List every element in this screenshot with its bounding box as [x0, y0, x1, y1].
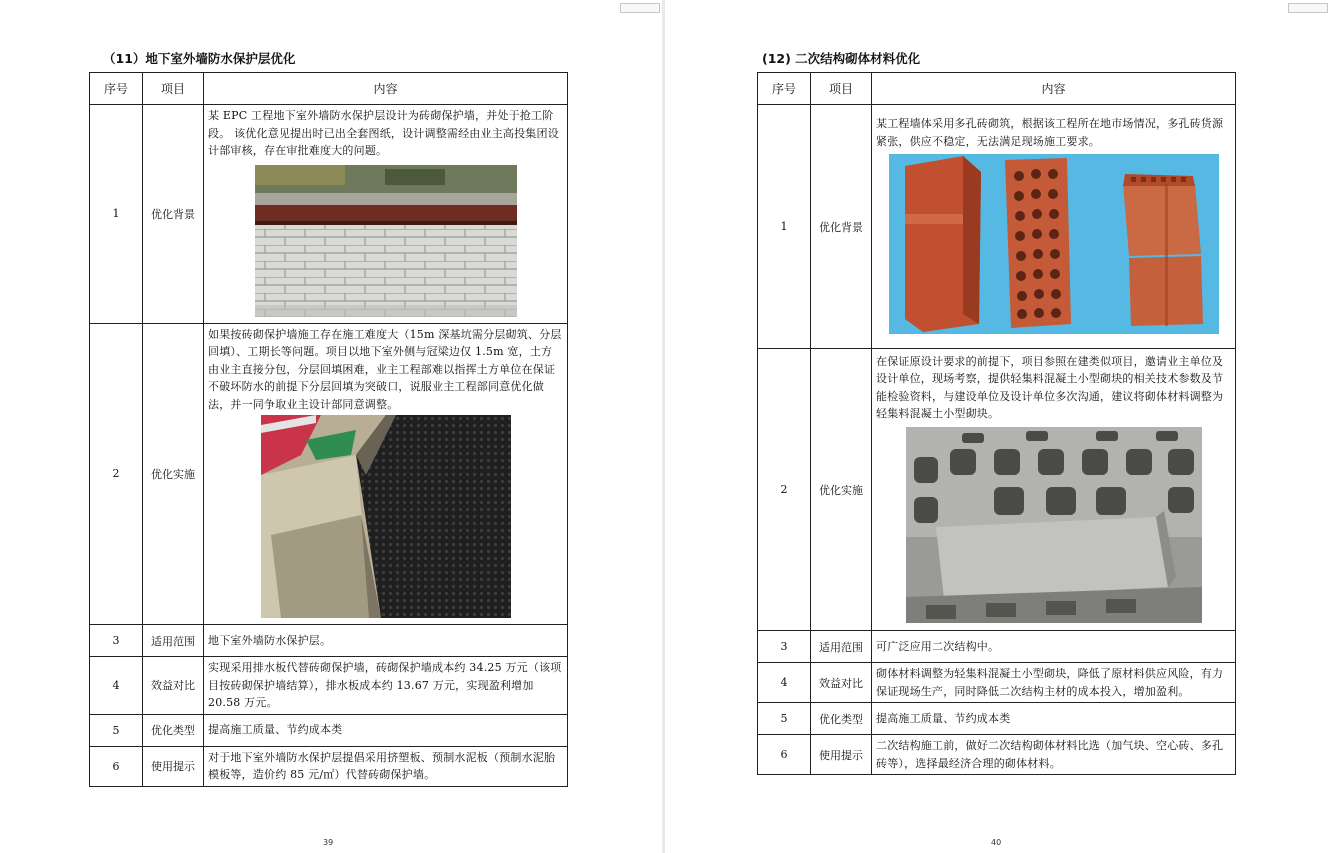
table-row	[758, 349, 1236, 631]
page-corner-mark	[620, 3, 660, 13]
header-no: 序号	[758, 73, 811, 105]
row-number: 3	[90, 625, 143, 657]
header-content: 内容	[872, 73, 1236, 105]
table-row	[90, 105, 568, 324]
header-item: 项目	[811, 73, 872, 105]
row-content: 在保证原设计要求的前提下，项目参照在建类似项目，邀请业主单位及设计单位，现场考察，提供轻集料混凝土小型砌块的相关技术参数及节能检验资料，与建设单位及设计单位多次沟通，建议将砌体材料调整为轻集料混凝土小型砌块。	[876, 354, 1224, 420]
section-title: （11）地下室外墙防水保护层优化	[103, 51, 296, 66]
optimization-table	[757, 72, 1236, 775]
row-content: 某工程墙体采用多孔砖砌筑，根据该工程所在地市场情况，多孔砖货源紧张，供应不稳定，无法满足现场施工要求。	[876, 117, 1224, 148]
perforated-brick-photo	[889, 154, 1219, 334]
row-number: 1	[758, 105, 811, 349]
row-item: 使用提示	[811, 735, 872, 775]
row-item: 适用范围	[811, 631, 872, 663]
document-page-39	[0, 0, 662, 853]
row-number: 1	[90, 105, 143, 324]
row-number: 4	[90, 657, 143, 715]
row-content: 地下室外墙防水保护层。	[204, 625, 568, 657]
brick-protection-wall-photo	[255, 165, 517, 317]
table-row	[758, 105, 1236, 349]
table-row	[90, 714, 568, 746]
table-row	[90, 657, 568, 715]
page-corner-mark	[1288, 3, 1328, 13]
table-row	[90, 746, 568, 786]
row-item: 优化实施	[143, 323, 204, 625]
row-item: 优化类型	[811, 703, 872, 735]
table-row	[758, 703, 1236, 735]
row-item: 优化实施	[811, 349, 872, 631]
row-item: 效益对比	[811, 663, 872, 703]
section-title: (12) 二次结构砌体材料优化	[762, 51, 921, 66]
document-page-40	[665, 0, 1328, 853]
row-content: 某 EPC 工程地下室外墙防水保护层设计为砖砌保护墙，并处于抢工阶段。 该优化意见提出时已出全套图纸，设计调整需经由业主高投集团设计部审核，存在审批难度大的问题。	[208, 109, 559, 157]
row-number: 2	[90, 323, 143, 625]
table-row	[90, 323, 568, 625]
table-row	[758, 631, 1236, 663]
row-content: 可广泛应用二次结构中。	[872, 631, 1236, 663]
row-item: 优化类型	[143, 714, 204, 746]
concrete-block-photo	[906, 427, 1202, 623]
row-item: 优化背景	[811, 105, 872, 349]
row-content: 提高施工质量、节约成本类	[872, 703, 1236, 735]
header-content: 内容	[204, 73, 568, 105]
row-item: 使用提示	[143, 746, 204, 786]
row-content: 对于地下室外墙防水保护层提倡采用挤塑板、预制水泥板（预制水泥胎模板等，造价约 85 元/㎡）代替砖砌保护墙。	[204, 746, 568, 786]
table-row	[90, 625, 568, 657]
row-content: 提高施工质量、节约成本类	[204, 714, 568, 746]
row-item: 适用范围	[143, 625, 204, 657]
page-number: 40	[991, 838, 1002, 847]
drainage-board-photo	[261, 415, 511, 618]
row-content: 如果按砖砌保护墙施工存在施工难度大（15m 深基坑需分层砌筑、分层回填）、工期长等问题。项目以地下室外侧与冠梁边仅 1.5m 宽，土方由业主直接分包，分层回填困难，业主工程部难以指挥土方单位在保证不破坏防水的前提下分层回填为突破口，说服业主工程部同意优化做法，并一同争取业主设计部同意调整。	[208, 327, 562, 411]
row-number: 5	[90, 714, 143, 746]
table-row	[758, 735, 1236, 775]
header-no: 序号	[90, 73, 143, 105]
row-number: 3	[758, 631, 811, 663]
row-number: 4	[758, 663, 811, 703]
row-item: 优化背景	[143, 105, 204, 324]
row-content: 砌体材料调整为轻集料混凝土小型砌块，降低了原材料供应风险，有力保证现场生产，同时降低二次结构主材的成本投入，增加盈利。	[872, 663, 1236, 703]
row-item: 效益对比	[143, 657, 204, 715]
row-number: 6	[90, 746, 143, 786]
row-content: 实现采用排水板代替砖砌保护墙，砖砌保护墙成本约 34.25 万元（该项目按砖砌保护墙结算），排水板成本约 13.67 万元，实现盈利增加 20.58 万元。	[204, 657, 568, 715]
row-number: 5	[758, 703, 811, 735]
row-number: 2	[758, 349, 811, 631]
table-row	[758, 663, 1236, 703]
row-content: 二次结构施工前，做好二次结构砌体材料比选（加气块、空心砖、多孔砖等），选择最经济合理的砌体材料。	[872, 735, 1236, 775]
page-number: 39	[323, 838, 334, 847]
header-item: 项目	[143, 73, 204, 105]
optimization-table	[89, 72, 568, 787]
row-number: 6	[758, 735, 811, 775]
